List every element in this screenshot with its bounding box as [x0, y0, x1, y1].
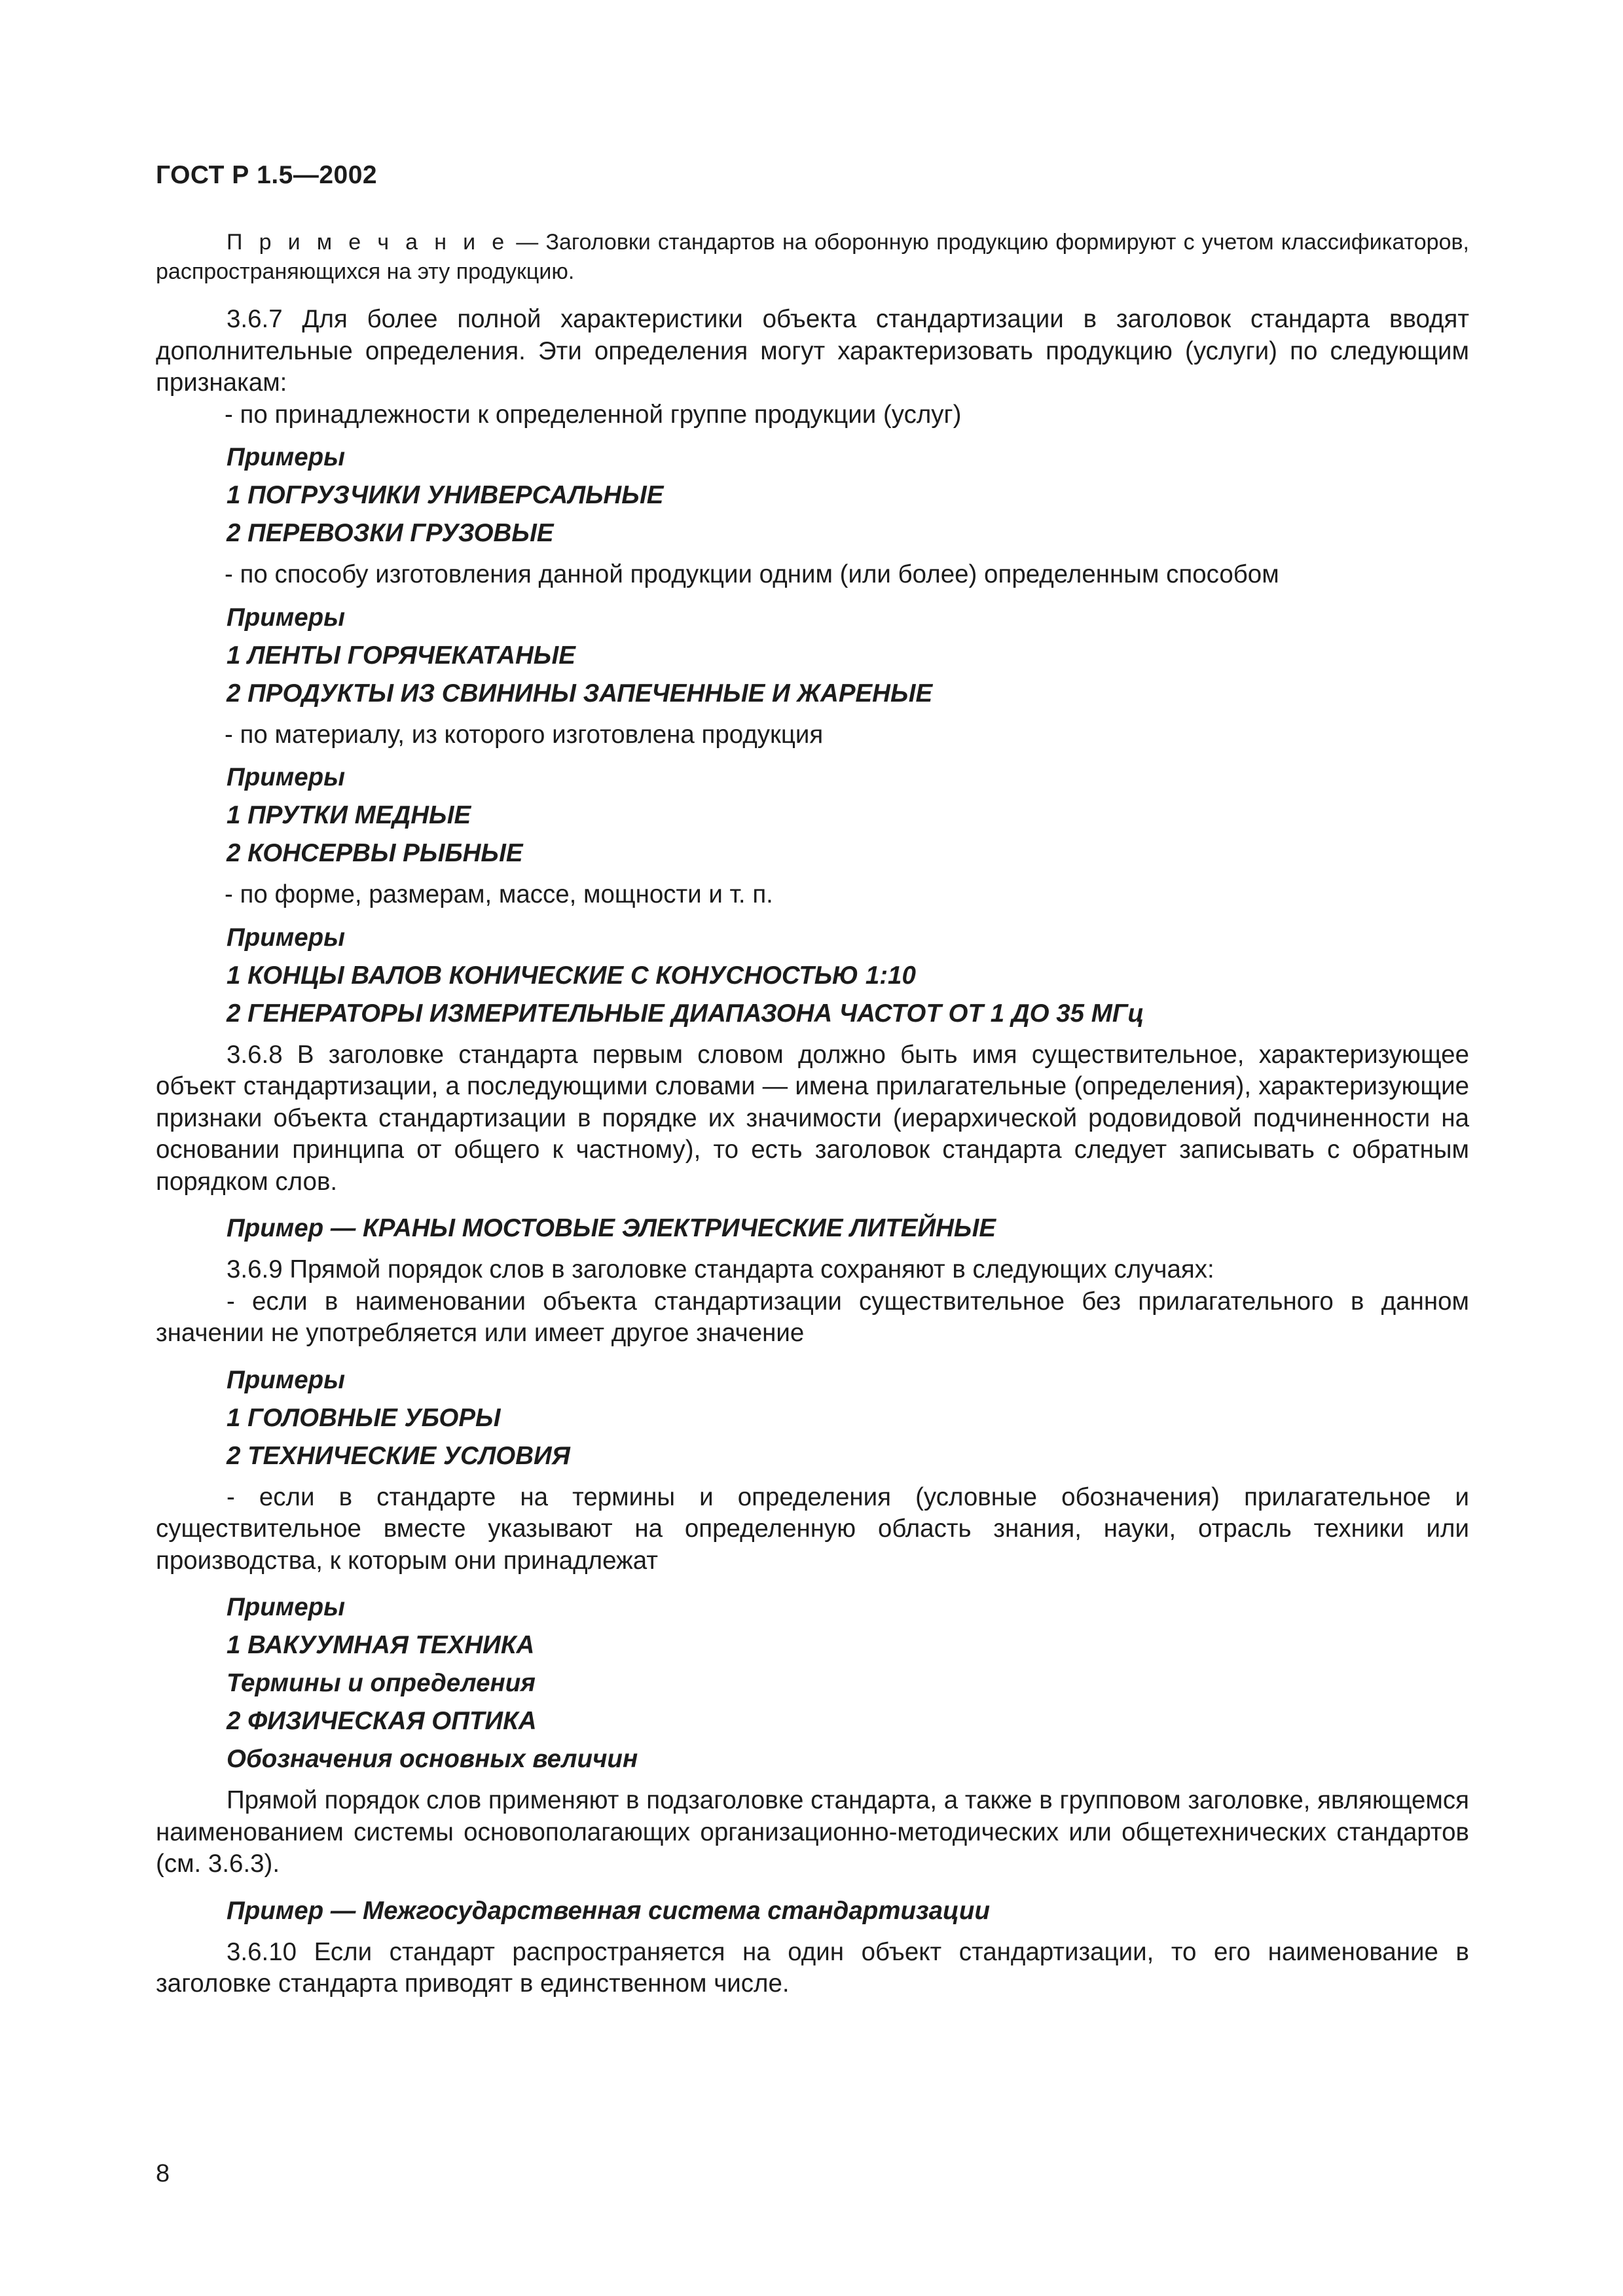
- bullet-material: - по материалу, из которого изготовлена продукция: [225, 720, 824, 749]
- examples-label: Примеры: [227, 443, 346, 471]
- page-number: 8: [156, 2160, 170, 2187]
- examples-label: Примеры: [227, 1593, 346, 1621]
- clause-3-6-8: 3.6.8 В заголовке стандарта первым словом должно быть имя существительное, характеризующее объект стандартизации, а последующими словами — имена прилагательные (определения), характеризующие признаки объекта стандартизации в порядке их значимости (иерархической родовидовой подчиненности на основании принципа от общего к частному), то есть заголовок стандарта следует записывать с обратным порядком слов.: [156, 1040, 1469, 1196]
- example-item: 1 ПРУТКИ МЕДНЫЕ: [227, 801, 471, 829]
- page-content: [156, 228, 1469, 2000]
- example-item: 2 ФИЗИЧЕСКАЯ ОПТИКА: [227, 1707, 537, 1735]
- example-item: 1 ПОГРУЗЧИКИ УНИВЕРСАЛЬНЫЕ: [227, 481, 664, 509]
- example-line: Пример — Межгосударственная система стандартизации: [227, 1896, 990, 1925]
- examples-label: Примеры: [227, 763, 346, 791]
- example-item: 2 ГЕНЕРАТОРЫ ИЗМЕРИТЕЛЬНЫЕ ДИАПАЗОНА ЧАСТОТ ОТ 1 ДО 35 МГц: [227, 999, 1144, 1028]
- example-subtitle: Обозначения основных величин: [227, 1745, 638, 1773]
- examples-label: Примеры: [227, 603, 346, 632]
- examples-label: Примеры: [227, 923, 346, 952]
- clause-3-6-7: 3.6.7 Для более полной характеристики объекта стандартизации в заголовок стандарта вводят дополнительные определения. Эти определения могут характеризовать продукцию (услуги) по следующим признакам:: [156, 305, 1469, 397]
- example-item: 1 ГОЛОВНЫЕ УБОРЫ: [227, 1403, 501, 1432]
- example-item: 2 ТЕХНИЧЕСКИЕ УСЛОВИЯ: [227, 1441, 570, 1470]
- note-text: — Заголовки стандартов на оборонную продукцию формируют с учетом классификаторов, распространяющихся на эту продукцию.: [156, 230, 1469, 284]
- example-subtitle: Термины и определения: [227, 1669, 536, 1697]
- bullet-no-adjective: - если в наименовании объекта стандартизации существительное без прилагательного в данном значении не употребляется или имеет другое значение: [156, 1287, 1469, 1347]
- example-item: 1 ВАКУУМНАЯ ТЕХНИКА: [227, 1631, 535, 1659]
- clause-3-6-9: 3.6.9 Прямой порядок слов в заголовке стандарта сохраняют в следующих случаях:: [227, 1255, 1214, 1283]
- example-item: 2 ПЕРЕВОЗКИ ГРУЗОВЫЕ: [227, 519, 554, 547]
- note-label: П р и м е ч а н и е: [227, 230, 509, 255]
- direct-order-paragraph: Прямой порядок слов применяют в подзаголовке стандарта, а также в групповом заголовке, являющемся наименованием системы основополагающих организационно-методических или общетехнических стандартов (см. 3.6.3).: [156, 1786, 1469, 1878]
- bullet-shape-size: - по форме, размерам, массе, мощности и т. п.: [225, 880, 773, 908]
- example-item: 1 ЛЕНТЫ ГОРЯЧЕКАТАНЫЕ: [227, 641, 575, 670]
- example-item: 2 ПРОДУКТЫ ИЗ СВИНИНЫ ЗАПЕЧЕННЫЕ И ЖАРЕНЫЕ: [227, 679, 933, 708]
- bullet-terms-definitions: - если в стандарте на термины и определения (условные обозначения) прилагательное и существительное вместе указывают на определенную область знания, науки, отрасль техники или производства, к которым они принадлежат: [156, 1482, 1469, 1575]
- bullet-manufacturing-method: - по способу изготовления данной продукции одним (или более) определенным способом: [225, 560, 1279, 588]
- clause-3-6-10: 3.6.10 Если стандарт распространяется на один объект стандартизации, то его наименование в заголовке стандарта приводят в единственном числе.: [156, 1937, 1469, 1998]
- example-line: Пример — КРАНЫ МОСТОВЫЕ ЭЛЕКТРИЧЕСКИЕ ЛИТЕЙНЫЕ: [227, 1214, 996, 1242]
- note-paragraph: [156, 228, 1469, 287]
- bullet-group-membership: - по принадлежности к определенной группе продукции (услуг): [225, 400, 962, 429]
- example-item: 2 КОНСЕРВЫ РЫБНЫЕ: [227, 839, 523, 867]
- example-item: 1 КОНЦЫ ВАЛОВ КОНИЧЕСКИЕ С КОНУСНОСТЬЮ 1:10: [227, 961, 916, 990]
- document-code-header: ГОСТ Р 1.5—2002: [156, 161, 378, 189]
- examples-label: Примеры: [227, 1365, 346, 1394]
